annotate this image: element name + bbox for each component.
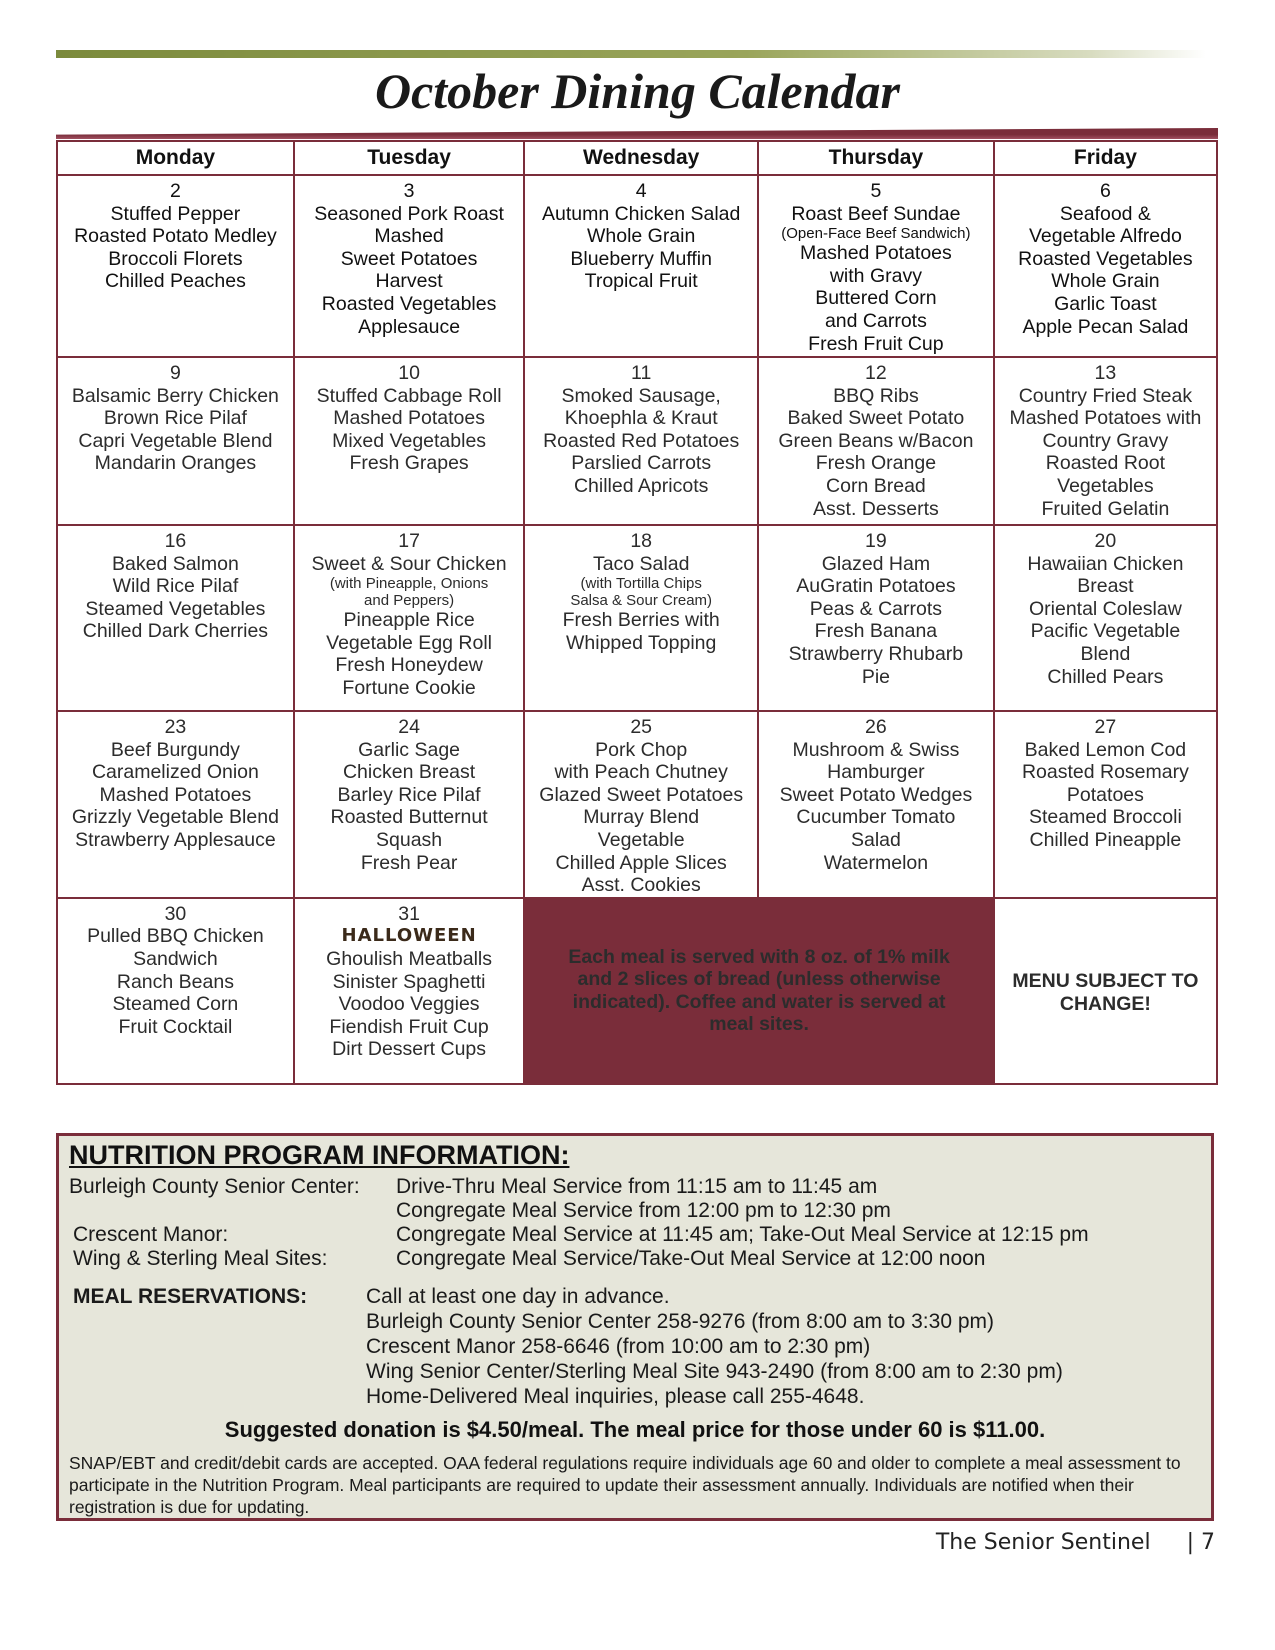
meal-list bbox=[60, 362, 291, 475]
site-label: Crescent Manor: bbox=[73, 1223, 229, 1246]
menu-item: Sweet Potatoes bbox=[340, 247, 478, 270]
meal-list bbox=[297, 362, 522, 475]
meal-notice: Each meal is served with 8 oz. of 1% milk and 2 slices of bread (unless otherwise indicated). Coffee and water is served at meal sites. bbox=[524, 898, 993, 1084]
menu-item: Mixed Vegetables bbox=[332, 429, 487, 452]
menu-item: Beef Burgundy bbox=[110, 738, 240, 761]
menu-item: Mushroom & Swiss bbox=[792, 738, 960, 761]
menu-item: Dirt Dessert Cups bbox=[332, 1038, 487, 1061]
day-number: 6 bbox=[1099, 180, 1111, 202]
reservation-line: Wing Senior Center/Sterling Meal Site 943-2490 (from 8:00 am to 2:30 pm) bbox=[366, 1360, 1063, 1383]
menu-item: Chilled Pineapple bbox=[1029, 828, 1182, 851]
menu-item: Sweet & Sour Chicken bbox=[311, 552, 507, 575]
menu-item: Tropical Fruit bbox=[584, 270, 698, 293]
menu-item: Khoephla & Kraut bbox=[564, 407, 718, 430]
top-decorative-rule bbox=[56, 50, 1206, 58]
meal-list bbox=[997, 180, 1214, 338]
menu-item: (with Tortilla Chips bbox=[580, 575, 702, 593]
menu-item: Mashed bbox=[374, 225, 444, 248]
menu-item: and Peppers) bbox=[364, 592, 455, 610]
menu-item: Pineapple Rice bbox=[343, 609, 475, 632]
day-cell bbox=[57, 357, 294, 525]
day-number: 23 bbox=[164, 716, 187, 738]
weekday-wednesday: Wednesday bbox=[524, 141, 758, 175]
menu-item: AuGratin Potatoes bbox=[796, 575, 956, 598]
menu-item: Whipped Topping bbox=[566, 631, 717, 654]
meal-list bbox=[761, 530, 991, 688]
menu-item: Baked Lemon Cod bbox=[1024, 738, 1187, 761]
site-label: Burleigh County Senior Center: bbox=[69, 1175, 360, 1198]
menu-item: Mashed Potatoes with bbox=[1009, 407, 1202, 430]
reservation-line: Burleigh County Senior Center 258-9276 (from 8:00 am to 3:30 pm) bbox=[366, 1310, 995, 1333]
menu-item: Apple Pecan Salad bbox=[1022, 315, 1189, 338]
menu-item: Strawberry Rhubarb bbox=[788, 642, 964, 665]
menu-item: Vegetable Alfredo bbox=[1028, 225, 1182, 248]
day-number: 2 bbox=[169, 180, 181, 202]
meal-list bbox=[297, 716, 522, 874]
day-number: 3 bbox=[403, 180, 415, 202]
menu-item: Sandwich bbox=[133, 947, 218, 970]
menu-item: Ghoulish Meatballs bbox=[326, 947, 492, 970]
day-number: 25 bbox=[630, 716, 653, 738]
menu-item: Potatoes bbox=[1066, 783, 1144, 806]
day-number: 27 bbox=[1094, 716, 1117, 738]
menu-item: Stuffed Pepper bbox=[110, 202, 241, 225]
menu-item: Vegetable bbox=[597, 828, 685, 851]
meal-list bbox=[997, 716, 1214, 852]
menu-item: Pie bbox=[861, 665, 890, 688]
reservations-list bbox=[366, 1284, 1063, 1409]
day-cell bbox=[524, 525, 758, 711]
menu-item: and Carrots bbox=[824, 309, 927, 332]
menu-item: Garlic Sage bbox=[358, 738, 461, 761]
meal-list bbox=[997, 362, 1214, 520]
day-number: 31 bbox=[398, 902, 420, 925]
day-number: 17 bbox=[398, 530, 420, 552]
menu-item: Country Gravy bbox=[1042, 429, 1169, 452]
info-heading: NUTRITION PROGRAM INFORMATION: bbox=[69, 1140, 570, 1170]
menu-item: Steamed Vegetables bbox=[85, 597, 266, 620]
menu-item: Oriental Coleslaw bbox=[1028, 597, 1182, 620]
menu-item: Baked Sweet Potato bbox=[787, 407, 965, 430]
menu-item: Fiendish Fruit Cup bbox=[329, 1015, 489, 1038]
day-cell bbox=[57, 525, 294, 711]
menu-item: Fruited Gelatin bbox=[1041, 497, 1170, 520]
day-cell bbox=[294, 175, 525, 357]
menu-item: Chicken Breast bbox=[342, 761, 476, 784]
day-cell bbox=[994, 711, 1217, 898]
menu-item: Steamed Broccoli bbox=[1028, 806, 1182, 829]
site-label: Wing & Sterling Meal Sites: bbox=[73, 1247, 328, 1270]
day-number: 13 bbox=[1094, 362, 1117, 384]
week-row bbox=[57, 711, 1217, 898]
weekday-tuesday: Tuesday bbox=[294, 141, 525, 175]
menu-item: Parslied Carrots bbox=[571, 452, 712, 475]
menu-item: Whole Grain bbox=[1051, 270, 1160, 293]
menu-item: Chilled Apricots bbox=[573, 474, 709, 497]
menu-item: BBQ Ribs bbox=[833, 384, 919, 407]
menu-item: Pacific Vegetable bbox=[1030, 620, 1181, 643]
menu-item: Roasted Red Potatoes bbox=[543, 429, 740, 452]
menu-item: Fresh Orange bbox=[815, 452, 937, 475]
menu-item: Mandarin Oranges bbox=[94, 452, 257, 475]
page-number: 7 bbox=[1201, 1530, 1215, 1555]
menu-item: Roasted Vegetables bbox=[1018, 247, 1193, 270]
day-number: 26 bbox=[865, 716, 887, 738]
menu-item: Peas & Carrots bbox=[809, 597, 943, 620]
meal-list bbox=[60, 530, 291, 643]
menu-item: Applesauce bbox=[358, 315, 461, 338]
meal-list bbox=[527, 362, 755, 498]
menu-item: Chilled Apple Slices bbox=[555, 851, 727, 874]
menu-item: Mashed Potatoes bbox=[800, 242, 952, 265]
menu-item: Roasted Vegetables bbox=[321, 292, 497, 315]
menu-item: Mashed Potatoes bbox=[333, 407, 485, 430]
day-cell bbox=[294, 357, 525, 525]
meal-list bbox=[761, 180, 991, 355]
day-cell bbox=[758, 525, 994, 711]
day-cell bbox=[758, 175, 994, 357]
day-cell bbox=[994, 175, 1217, 357]
menu-item: Hawaiian Chicken bbox=[1027, 552, 1184, 575]
menu-item: Fortune Cookie bbox=[342, 676, 476, 699]
menu-item: Buttered Corn bbox=[815, 287, 937, 310]
day-number: 30 bbox=[164, 902, 187, 925]
menu-item: Salad bbox=[850, 828, 901, 851]
menu-item: Vegetables bbox=[1057, 474, 1154, 497]
menu-item: Grizzly Vegetable Blend bbox=[71, 806, 279, 829]
meal-list bbox=[761, 362, 991, 520]
menu-item: Baked Salmon bbox=[112, 552, 239, 575]
menu-item: Watermelon bbox=[823, 851, 929, 874]
menu-item: Fresh Honeydew bbox=[335, 654, 483, 677]
site-schedule: Congregate Meal Service at 11:45 am; Take-Out Meal Service at 12:15 pm bbox=[396, 1223, 1089, 1246]
weekday-header-row bbox=[57, 141, 1217, 175]
day-cell bbox=[758, 357, 994, 525]
menu-item: Vegetable Egg Roll bbox=[326, 631, 493, 654]
site-schedule: Congregate Meal Service from 12:00 pm to 12:30 pm bbox=[396, 1199, 891, 1222]
menu-item: Smoked Sausage, bbox=[561, 384, 721, 407]
day-cell bbox=[294, 898, 525, 1084]
meal-list bbox=[527, 180, 755, 293]
menu-item: (Open-Face Beef Sandwich) bbox=[781, 225, 971, 243]
menu-item: Autumn Chicken Salad bbox=[541, 202, 741, 225]
day-number: 16 bbox=[164, 530, 187, 552]
meal-list bbox=[297, 530, 522, 700]
menu-item: Balsamic Berry Chicken bbox=[71, 384, 279, 407]
menu-item: Glazed Sweet Potatoes bbox=[539, 783, 744, 806]
special-day-label: HALLOWEEN bbox=[341, 925, 477, 947]
reservation-line: Call at least one day in advance. bbox=[366, 1285, 670, 1308]
day-number: 11 bbox=[631, 362, 652, 384]
day-cell bbox=[524, 175, 758, 357]
week-row bbox=[57, 525, 1217, 711]
day-cell bbox=[294, 711, 525, 898]
publication-name: The Senior Sentinel bbox=[935, 1530, 1151, 1555]
meal-list bbox=[297, 180, 522, 338]
menu-item: Harvest bbox=[375, 270, 443, 293]
menu-item: Fresh Pear bbox=[360, 851, 458, 874]
meal-list bbox=[527, 716, 755, 897]
day-number: 12 bbox=[865, 362, 887, 384]
day-cell bbox=[758, 711, 994, 898]
day-cell bbox=[994, 525, 1217, 711]
menu-item: Fresh Fruit Cup bbox=[808, 332, 944, 355]
menu-item: Blueberry Muffin bbox=[570, 247, 712, 270]
week-row bbox=[57, 175, 1217, 357]
nutrition-program-info bbox=[56, 1133, 1214, 1521]
menu-item: Hamburger bbox=[827, 761, 925, 784]
day-cell bbox=[57, 175, 294, 357]
menu-item: Chilled Dark Cherries bbox=[82, 620, 269, 643]
menu-item: Taco Salad bbox=[592, 552, 690, 575]
menu-item: Ranch Beans bbox=[116, 970, 234, 993]
menu-item: Blend bbox=[1080, 642, 1131, 665]
menu-item: Roasted Butternut bbox=[330, 806, 488, 829]
footer-separator: | bbox=[1186, 1530, 1194, 1555]
title-underline bbox=[56, 128, 1218, 139]
reservation-line: Home-Delivered Meal inquiries, please call 255-4648. bbox=[366, 1385, 865, 1408]
menu-item: Whole Grain bbox=[586, 225, 696, 248]
day-number: 18 bbox=[630, 530, 653, 552]
menu-item: Murray Blend bbox=[583, 806, 700, 829]
menu-item: Cucumber Tomato bbox=[796, 806, 956, 829]
menu-item: Roasted Rosemary bbox=[1021, 761, 1189, 784]
meal-list bbox=[60, 716, 291, 852]
day-number: 5 bbox=[870, 180, 882, 202]
menu-item: Country Fried Steak bbox=[1018, 384, 1193, 407]
menu-item: Garlic Toast bbox=[1054, 292, 1157, 315]
meal-list bbox=[761, 716, 991, 874]
day-cell bbox=[57, 898, 294, 1084]
menu-item: Seafood & bbox=[1059, 202, 1151, 225]
reservation-line: Crescent Manor 258-6646 (from 10:00 am to 2:30 pm) bbox=[366, 1335, 871, 1358]
week-row bbox=[57, 898, 1217, 1084]
day-cell bbox=[524, 357, 758, 525]
meal-list bbox=[997, 530, 1214, 688]
menu-item: Roast Beef Sundae bbox=[791, 202, 961, 225]
menu-item: Asst. Cookies bbox=[581, 874, 701, 897]
menu-item: with Peach Chutney bbox=[554, 761, 728, 784]
menu-item: Pork Chop bbox=[595, 738, 688, 761]
dining-calendar bbox=[56, 140, 1218, 1085]
menu-item: Salsa & Sour Cream) bbox=[570, 592, 713, 610]
menu-item: Voodoo Veggies bbox=[338, 993, 480, 1016]
meal-list bbox=[527, 530, 755, 654]
menu-item: Fruit Cocktail bbox=[118, 1015, 233, 1038]
day-cell bbox=[294, 525, 525, 711]
donation-statement: Suggested donation is $4.50/meal. The meal price for those under 60 is $11.00. bbox=[224, 1417, 1046, 1442]
weekday-friday: Friday bbox=[994, 141, 1217, 175]
week-row bbox=[57, 357, 1217, 525]
menu-item: Strawberry Applesauce bbox=[75, 828, 276, 851]
menu-item: Barley Rice Pilaf bbox=[337, 783, 481, 806]
page-footer bbox=[936, 1530, 1215, 1555]
weekday-monday: Monday bbox=[57, 141, 294, 175]
day-number: 19 bbox=[865, 530, 887, 552]
fine-print: SNAP/EBT and credit/debit cards are accepted. OAA federal regulations require individuals age 60 and older to complete a meal assessment to participate in the Nutrition Program. Meal participants are required to update their assessment annually. Individuals are notified when their registration is due for updating. bbox=[69, 1453, 1181, 1517]
day-number: 9 bbox=[169, 362, 181, 384]
menu-item: Roasted Root bbox=[1045, 452, 1166, 475]
day-number: 20 bbox=[1094, 530, 1117, 552]
menu-item: Seasoned Pork Roast bbox=[314, 202, 504, 225]
day-cell bbox=[994, 357, 1217, 525]
menu-item: Wild Rice Pilaf bbox=[112, 575, 239, 598]
site-schedule: Congregate Meal Service/Take-Out Meal Service at 12:00 noon bbox=[396, 1247, 986, 1270]
meal-list bbox=[297, 903, 522, 1061]
day-number: 10 bbox=[398, 362, 420, 384]
menu-item: Capri Vegetable Blend bbox=[78, 429, 273, 452]
menu-item: Chilled Pears bbox=[1047, 665, 1164, 688]
menu-item: Pulled BBQ Chicken bbox=[87, 925, 264, 948]
menu-item: Mashed Potatoes bbox=[99, 783, 252, 806]
page-title: October Dining Calendar bbox=[374, 63, 901, 119]
menu-item: Sweet Potato Wedges bbox=[779, 783, 973, 806]
menu-item: Steamed Corn bbox=[112, 993, 239, 1016]
day-cell bbox=[524, 711, 758, 898]
menu-item: Sinister Spaghetti bbox=[332, 970, 486, 993]
menu-item: Squash bbox=[376, 828, 443, 851]
menu-item: Brown Rice Pilaf bbox=[103, 407, 247, 430]
day-number: 4 bbox=[635, 180, 647, 202]
site-schedule: Drive-Thru Meal Service from 11:15 am to 11:45 am bbox=[396, 1175, 878, 1198]
menu-item: Corn Bread bbox=[826, 474, 926, 497]
menu-item: Caramelized Onion bbox=[91, 761, 259, 784]
day-number: 24 bbox=[398, 716, 420, 738]
weekday-thursday: Thursday bbox=[758, 141, 994, 175]
menu-item: Glazed Ham bbox=[821, 552, 931, 575]
meal-list bbox=[60, 180, 291, 293]
meal-list bbox=[60, 903, 291, 1039]
menu-item: Roasted Potato Medley bbox=[74, 225, 277, 248]
menu-change-notice: MENU SUBJECT TO CHANGE! bbox=[994, 898, 1217, 1084]
menu-item: (with Pineapple, Onions bbox=[329, 575, 489, 593]
day-cell bbox=[57, 711, 294, 898]
menu-item: with Gravy bbox=[829, 264, 922, 287]
menu-item: Breast bbox=[1077, 575, 1134, 598]
menu-item: Stuffed Cabbage Roll bbox=[316, 384, 502, 407]
menu-item: Asst. Desserts bbox=[813, 497, 939, 520]
menu-item: Broccoli Florets bbox=[108, 247, 243, 270]
menu-item: Fresh Grapes bbox=[349, 452, 469, 475]
menu-item: Green Beans w/Bacon bbox=[778, 429, 974, 452]
menu-item: Chilled Peaches bbox=[104, 270, 246, 293]
reservations-label: MEAL RESERVATIONS: bbox=[73, 1285, 308, 1308]
menu-item: Fresh Banana bbox=[814, 620, 938, 643]
menu-item: Fresh Berries with bbox=[562, 609, 720, 632]
